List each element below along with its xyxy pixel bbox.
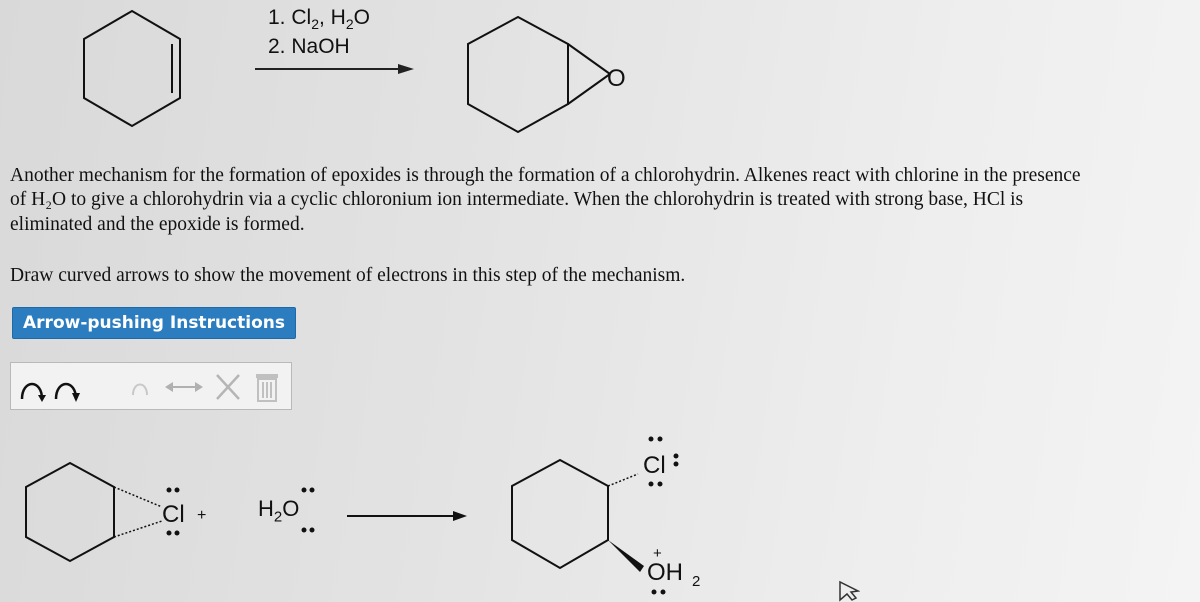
arrow-toolbar (10, 362, 292, 410)
cyclohexene-structure (78, 8, 188, 133)
curved-arrow-disabled-icon[interactable] (129, 369, 153, 405)
mechanism-arrow (345, 509, 470, 523)
water-molecule: $H_2O$ (258, 496, 300, 526)
reaction-arrow (252, 60, 417, 78)
resonance-arrow-icon[interactable] (161, 369, 207, 405)
svg-text:2: 2 (692, 573, 701, 590)
reagent-step-1: 1. $Cl_2$, $H_2O$ (268, 6, 370, 33)
instruction-text: Draw curved arrows to show the movement of electrons in this step of the mechanism. (10, 265, 686, 286)
chloronium-ion-reactant (10, 455, 210, 585)
reactant-charge: + (197, 507, 207, 524)
description-line-1: Another mechanism for the formation of epoxides is through the formation of a chlorohydrin. Alkenes react with chlorine in the presence (10, 165, 1081, 186)
trash-icon[interactable] (251, 369, 283, 405)
reagent-step-2: 2. NaOH (268, 35, 350, 58)
epoxide-oxygen: O (607, 65, 626, 92)
svg-text:+: + (653, 545, 662, 562)
epoxide-structure (460, 14, 645, 139)
single-headed-curved-arrow-icon[interactable] (51, 369, 87, 405)
product-chlorine: Cl (643, 452, 666, 479)
description-line-2: of H₂O to give a chlorohydrin via a cyclic chloronium ion intermediate. When the chlorohydrin is treated with strong base, HCl is (10, 189, 1024, 210)
double-headed-curved-arrow-icon[interactable] (17, 369, 53, 405)
arrow-pushing-instructions-button[interactable]: Arrow-pushing Instructions (12, 307, 296, 339)
water-lone-pairs (290, 486, 330, 534)
product-hydroxonium: OH (647, 559, 683, 586)
description-line-3: eliminated and the epoxide is formed. (10, 214, 305, 235)
cursor-icon (838, 580, 860, 602)
chlorohydrin-product (498, 430, 738, 602)
reactant-chlorine: Cl (162, 501, 185, 528)
delete-icon[interactable] (211, 369, 245, 405)
